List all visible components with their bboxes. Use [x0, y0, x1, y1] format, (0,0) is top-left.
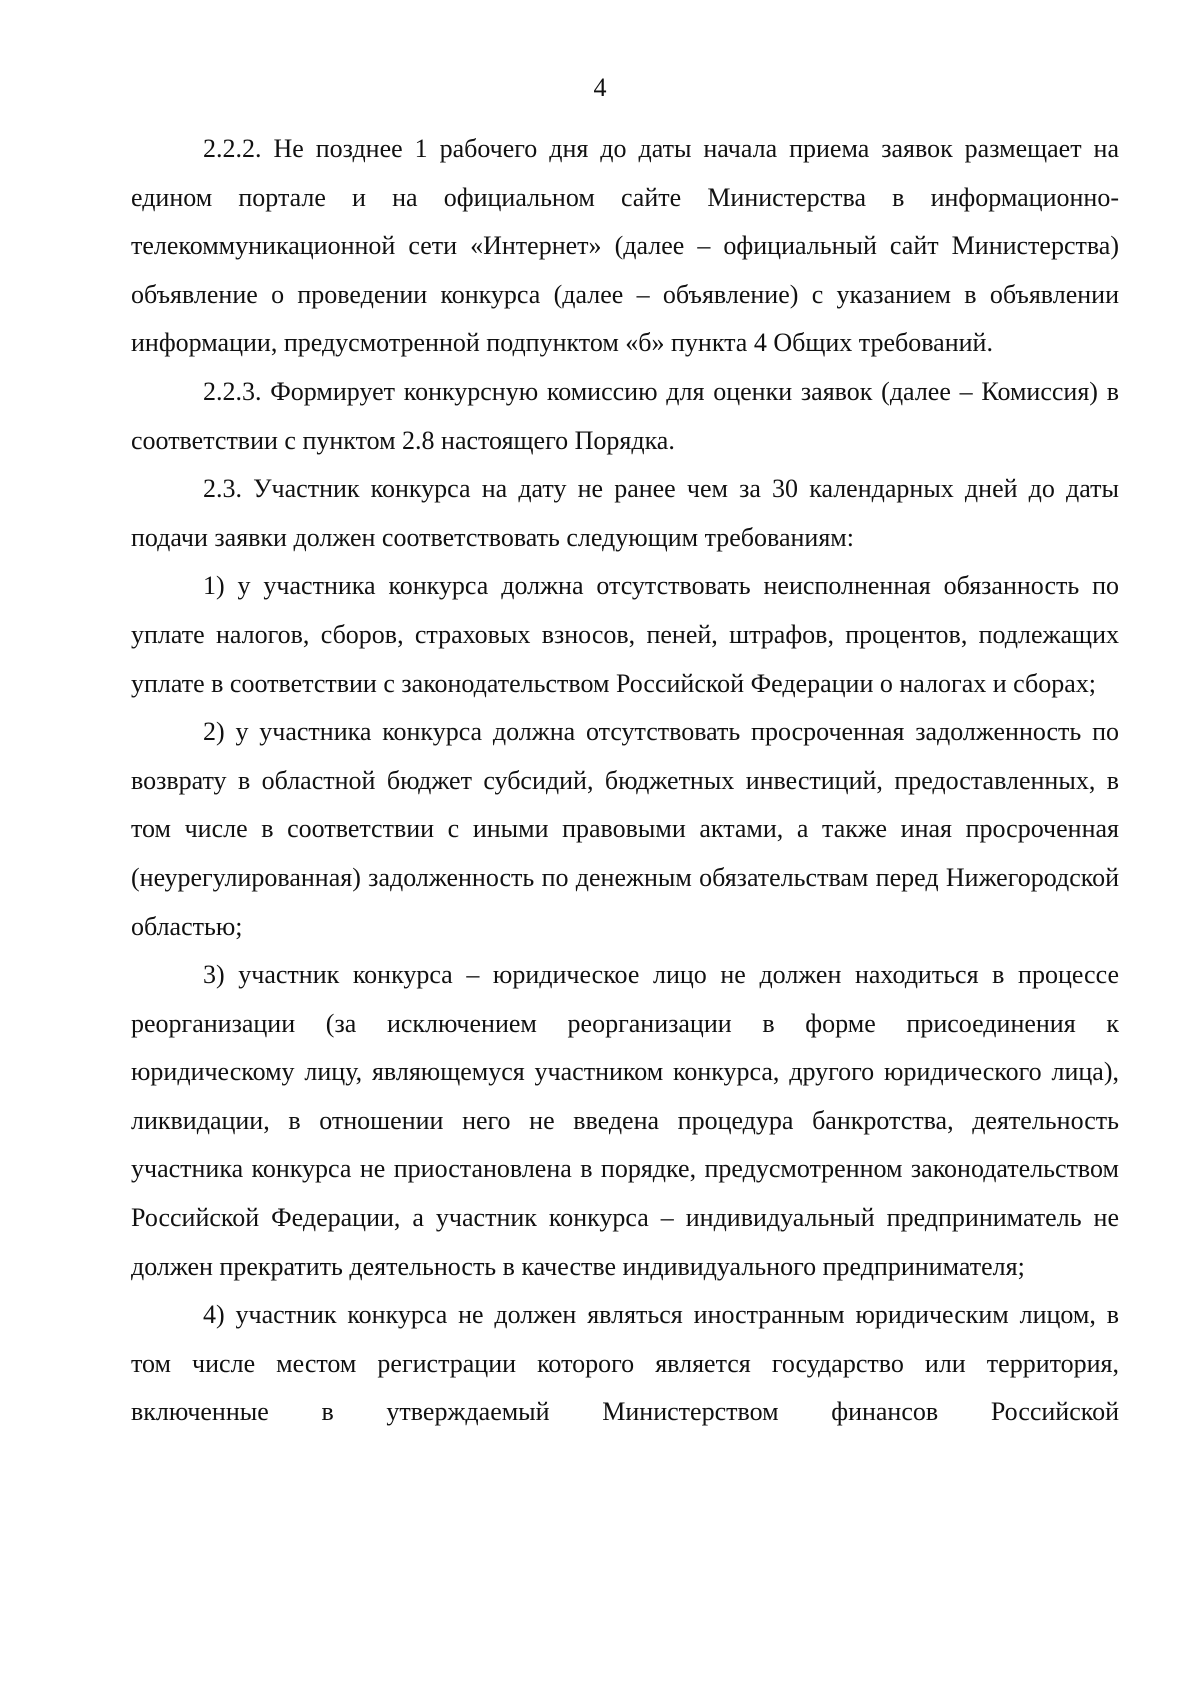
requirement-item-1: 1) у участника конкурса должна отсутствовать неисполненная обязанность по уплате налогов, сборов, страховых взносов, пеней, штрафов, процентов, подлежащих уплате в соответствии с законодательством Российской Федерации о налогах и сборах; [131, 571, 1119, 698]
requirement-item-3: 3) участник конкурса – юридическое лицо не должен находиться в процессе реорганизации (за исключением реорганизации в форме присоединения к юридическому лицу, являющемуся участником конкурса, другого юридического лица), ликвидации, в отношении него не введена процедура банкротства, деятельность участника конкурса не приостановлена в порядке, предусмотренном законодательством Российской Федерации, а участник конкурса – индивидуальный предприниматель не должен прекратить деятельность в качестве индивидуального предпринимателя; [131, 960, 1119, 1281]
requirement-item-4: 4) участник конкурса не должен являться иностранным юридическим лицом, в том числе местом регистрации которого является государство или территория, включенные в утверждаемый Министерством финансов Российской [131, 1300, 1119, 1427]
page-number: 4 [593, 73, 607, 102]
paragraph-2-2-3: 2.2.3. Формирует конкурсную комиссию для оценки заявок (далее – Комиссия) в соответствии с пунктом 2.8 настоящего Порядка. [131, 376, 1119, 455]
paragraph-2-3: 2.3. Участник конкурса на дату не ранее чем за 30 календарных дней до даты подачи заявки должен соответствовать следующим требованиям: [131, 474, 1119, 552]
paragraph-2-2-2: 2.2.2. Не позднее 1 рабочего дня до даты начала приема заявок размещает на едином портале и на официальном сайте Министерства в информационно-телекоммуникационной сети «Интернет» (далее – официальный сайт Министерства) объявление о проведении конкурса (далее – объявление) с указанием в объявлении информации, предусмотренной подпунктом «б» пункта 4 Общих требований. [131, 134, 1119, 358]
requirement-item-2: 2) у участника конкурса должна отсутствовать просроченная задолженность по возврату в областной бюджет субсидий, бюджетных инвестиций, предоставленных, в том числе в соответствии с иными правовыми актами, а также иная просроченная (неурегулированная) задолженность по денежным обязательствам перед Нижегородской областью; [131, 717, 1119, 941]
document-body [131, 125, 1119, 1437]
